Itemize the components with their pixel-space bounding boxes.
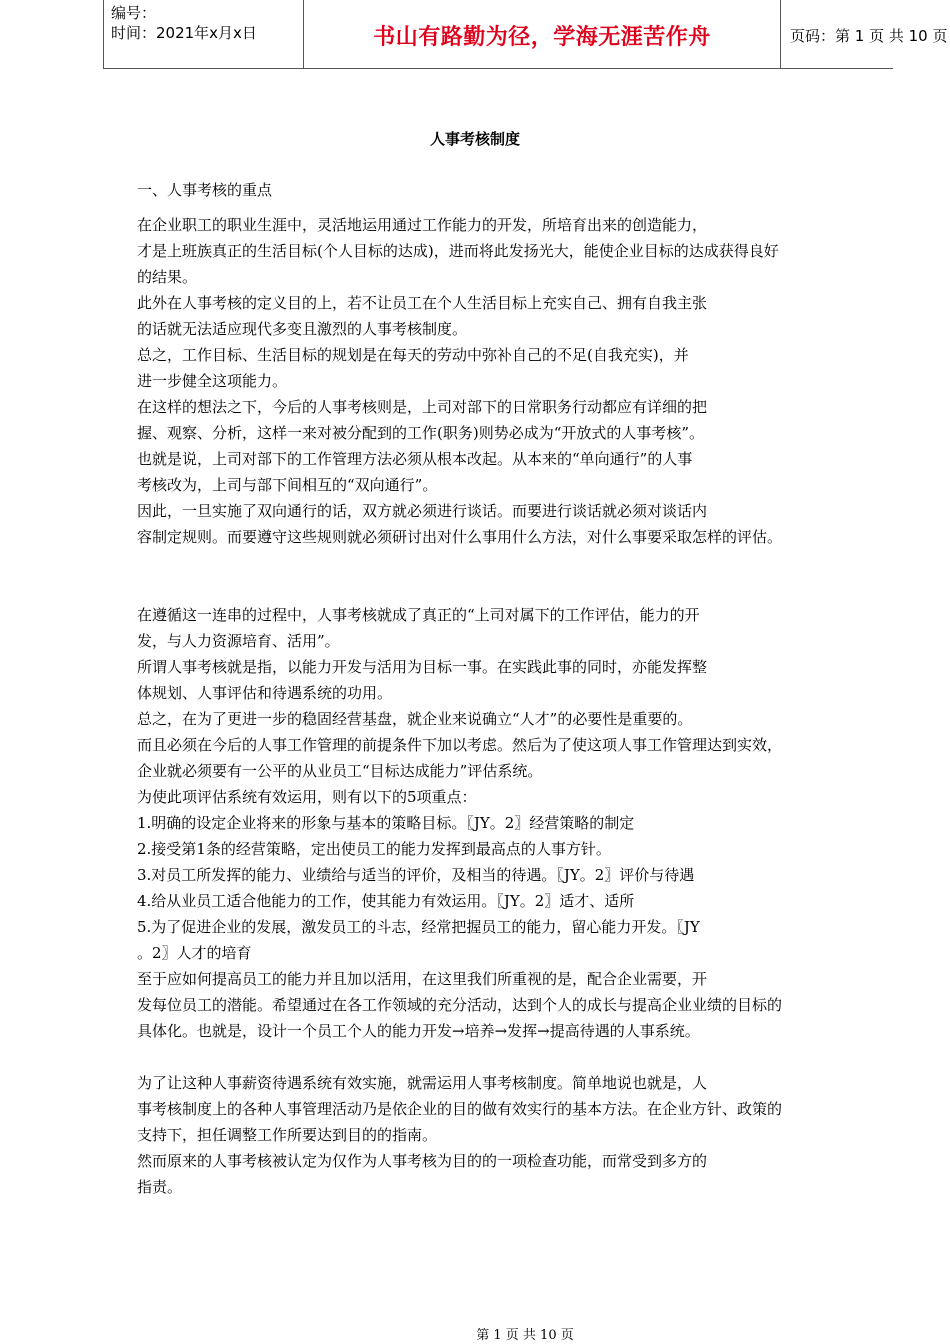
paragraph-line: 在企业职工的职业生涯中，灵活地运用通过工作能力的开发，所培育出来的创造能力， [137, 216, 708, 234]
paragraph-line: 的话就无法适应现代多变且激烈的人事考核制度。 [137, 320, 468, 338]
blank-line [137, 576, 877, 602]
paragraph-line: 2.接受第1条的经营策略，定出使员工的能力发挥到最高点的人事方针。 [137, 840, 611, 858]
page-header [103, 0, 948, 69]
paragraph-line: 然而原来的人事考核被认定为仅作为人事考核为目的的一项检查功能，而常受到多方的 [137, 1152, 708, 1170]
paragraph-line: 容制定规则。而要遵守这些规则就必须研讨出对什么事用什么方法，对什么事要采取怎样的评估。 [137, 528, 783, 546]
paragraph-line: 才是上班族真正的生活目标(个人目标的达成)，进而将此发扬光大，能使企业目标的达成获得良好 [137, 242, 779, 260]
paragraph-line: 企业就必须要有一公平的从业员工“目标达成能力”评估系统。 [137, 762, 543, 780]
time-label: 时间：2021年x月x日 [111, 24, 257, 42]
paragraph-line: 也就是说，上司对部下的工作管理方法必须从根本改起。从本来的“单向通行”的人事 [137, 450, 693, 468]
paragraph-line: 事考核制度上的各种人事管理活动乃是依企业的目的做有效实行的基本方法。在企业方针、政策的 [137, 1100, 783, 1118]
paragraph-line: 所谓人事考核就是指，以能力开发与活用为目标一事。在实践此事的同时，亦能发挥整 [137, 658, 708, 676]
paragraph-line: 4.给从业员工适合他能力的工作，使其能力有效运用。〖JY。2〗适才、适所 [137, 892, 635, 910]
paragraph-line: 考核改为，上司与部下间相互的“双向通行”。 [137, 476, 438, 494]
paragraph-line: 此外在人事考核的定义目的上，若不让员工在个人生活目标上充实自己、拥有自我主张 [137, 294, 708, 312]
paragraph-line: 。2〗人才的培育 [137, 944, 252, 962]
header-motto: 书山有路勤为径，学海无涯苦作舟 [373, 25, 711, 50]
paragraph-line: 至于应如何提高员工的能力并且加以活用，在这里我们所重视的是，配合企业需要，开 [137, 970, 708, 988]
paragraph-line: 而且必须在今后的人事工作管理的前提条件下加以考虑。然后为了使这项人事工作管理达到实效， [137, 736, 783, 754]
paragraph-line: 具体化。也就是，设计一个员工个人的能力开发→培养→发挥→提高待遇的人事系统。 [137, 1022, 700, 1040]
section-heading: 一、人事考核的重点 [137, 181, 273, 199]
paragraph-line: 的结果。 [137, 268, 198, 286]
page-footer: 第 1 页 共 10 页 [476, 1328, 574, 1343]
paragraph-line: 握、观察、分析，这样一来对被分配到的工作(职务)则势必成为“开放式的人事考核”。 [137, 424, 705, 442]
paragraph-line: 1.明确的设定企业将来的形象与基本的策略目标。〖JY。2〗经营策略的制定 [137, 814, 635, 832]
paragraph-line: 3.对员工所发挥的能力、业绩给与适当的评价，及相当的待遇。〖JY。2〗评价与待遇 [137, 866, 695, 884]
body-text [137, 212, 877, 1200]
paragraph-line: 总之，在为了更进一步的稳固经营基盘，就企业来说确立“人才”的必要性是重要的。 [137, 710, 693, 728]
paragraph-line: 5.为了促进企业的发展，激发员工的斗志，经常把握员工的能力，留心能力开发。〖JY [137, 918, 700, 936]
paragraph-line: 支持下，担任调整工作所要达到目的的指南。 [137, 1126, 438, 1144]
header-right-cell [780, 0, 950, 68]
paragraph-line: 为了让这种人事薪资待遇系统有效实施，就需运用人事考核制度。简单地说也就是，人 [137, 1074, 708, 1092]
blank-line [137, 1044, 877, 1070]
blank-line [137, 550, 877, 576]
paragraph-line: 在这样的想法之下，今后的人事考核则是，上司对部下的日常职务行动都应有详细的把 [137, 398, 708, 416]
paragraph-line: 指责。 [137, 1178, 183, 1196]
header-left-cell [103, 0, 304, 68]
paragraph-line: 总之，工作目标、生活目标的规划是在每天的劳动中弥补自己的不足(自我充实)，并 [137, 346, 689, 364]
paragraph-line: 为使此项评估系统有效运用，则有以下的5项重点： [137, 788, 477, 806]
paragraph-line: 进一步健全这项能力。 [137, 372, 288, 390]
document-title: 人事考核制度 [429, 130, 520, 148]
number-label: 编号： [111, 4, 157, 22]
header-page-info: 页码：第 1 页 共 10 页 [790, 27, 948, 45]
paragraph-line: 发每位员工的潜能。希望通过在各工作领域的充分活动，达到个人的成长与提高企业业绩的目标的 [137, 996, 783, 1014]
paragraph-line: 因此，一旦实施了双向通行的话，双方就必须进行谈话。而要进行谈话就必须对谈话内 [137, 502, 708, 520]
paragraph-line: 在遵循这一连串的过程中，人事考核就成了真正的“上司对属下的工作评估，能力的开 [137, 606, 700, 624]
paragraph-line: 发，与人力资源培育、活用”。 [137, 632, 340, 650]
paragraph-line: 体规划、人事评估和待遇系统的功用。 [137, 684, 393, 702]
header-middle-cell [303, 0, 781, 68]
